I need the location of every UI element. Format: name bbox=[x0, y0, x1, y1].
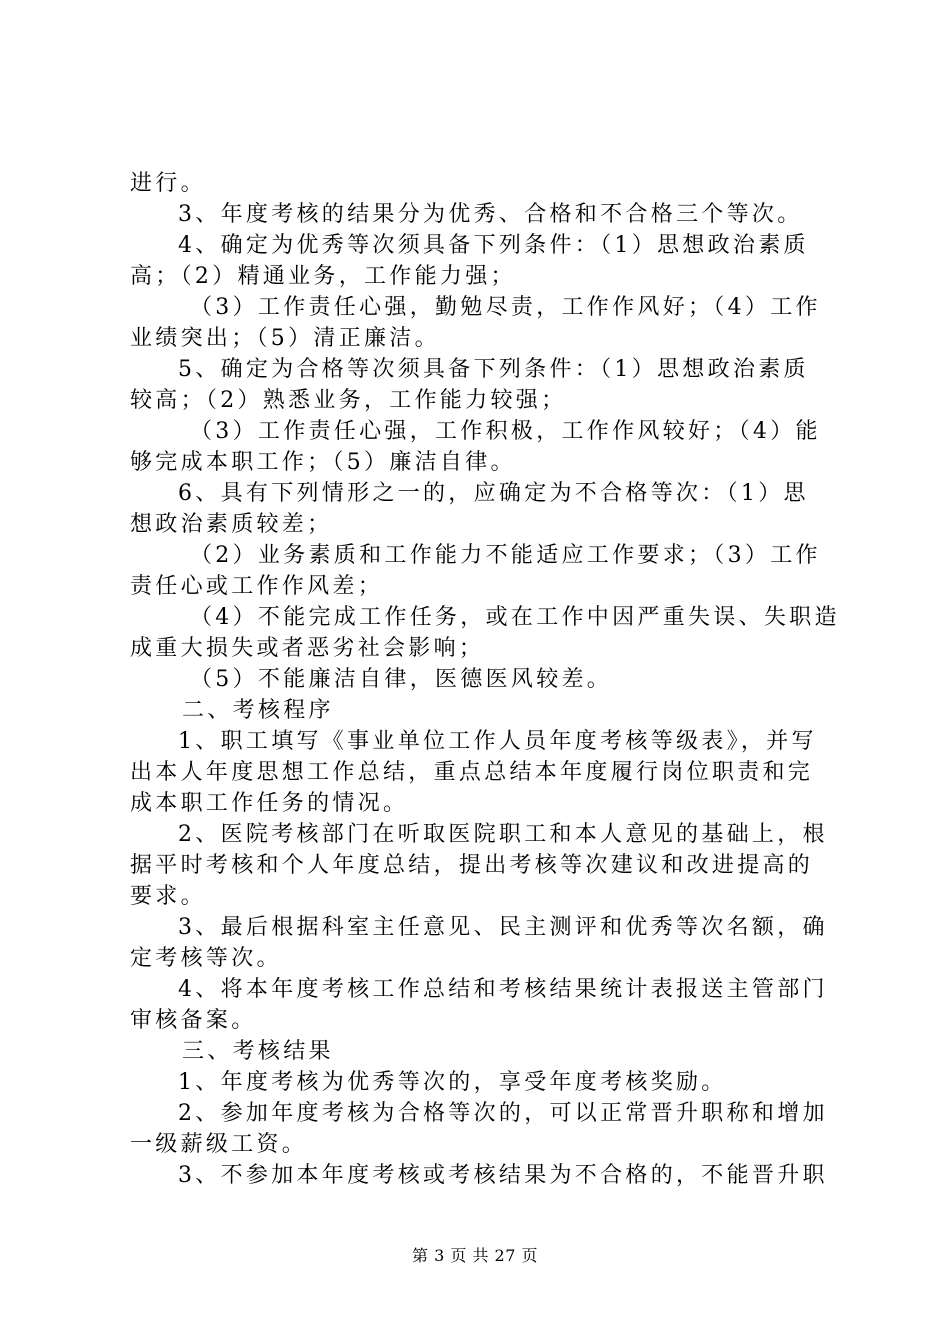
text-line: 1、职工填写《事业单位工作人员年度考核等级表》，并写 bbox=[178, 729, 817, 754]
text-line: 2、医院考核部门在听取医院职工和本人意见的基础上，根 bbox=[178, 822, 828, 847]
text-line: 据平时考核和个人年度总结，提出考核等次建议和改进提高的 bbox=[130, 853, 814, 878]
text-line: 要求。 bbox=[130, 884, 206, 909]
text-line: （3）工作责任心强，勤勉尽责，工作作风好；（4）工作 bbox=[190, 295, 821, 320]
text-line: 4、将本年度考核工作总结和考核结果统计表报送主管部门 bbox=[178, 977, 828, 1002]
text-line: 想政治素质较差； bbox=[130, 512, 333, 537]
text-line: 4、确定为优秀等次须具备下列条件：（1）思想政治素质 bbox=[178, 233, 809, 258]
text-line: 二、考核程序 bbox=[182, 698, 334, 723]
text-line: 成本职工作任务的情况。 bbox=[130, 791, 409, 816]
text-line: 出本人年度思想工作总结，重点总结本年度履行岗位职责和完 bbox=[130, 760, 814, 785]
text-line: 成重大损失或者恶劣社会影响； bbox=[130, 636, 485, 661]
text-line: 进行。 bbox=[130, 171, 206, 196]
text-line: 审核备案。 bbox=[130, 1008, 257, 1033]
text-line: 业绩突出；（5）清正廉洁。 bbox=[130, 326, 440, 351]
text-line: 较高；（2）熟悉业务，工作能力较强； bbox=[130, 388, 567, 413]
text-line: 高；（2）精通业务，工作能力强； bbox=[130, 264, 516, 289]
text-line: 2、参加年度考核为合格等次的，可以正常晋升职称和增加 bbox=[178, 1101, 828, 1126]
text-line: （2）业务素质和工作能力不能适应工作要求；（3）工作 bbox=[190, 543, 821, 568]
text-line: 3、不参加本年度考核或考核结果为不合格的，不能晋升职 bbox=[178, 1163, 828, 1188]
document-body bbox=[130, 168, 840, 1191]
text-line: 责任心或工作作风差； bbox=[130, 574, 384, 599]
text-line: 6、具有下列情形之一的，应确定为不合格等次：（1）思 bbox=[178, 481, 809, 506]
text-line: 够完成本职工作；（5）廉洁自律。 bbox=[130, 450, 516, 475]
text-line: 三、考核结果 bbox=[182, 1039, 334, 1064]
page-number-footer: 第 3 页 共 27 页 bbox=[412, 1246, 538, 1265]
text-line: （4）不能完成工作任务，或在工作中因严重失误、失职造 bbox=[190, 605, 840, 630]
text-line: 3、最后根据科室主任意见、民主测评和优秀等次名额，确 bbox=[178, 915, 828, 940]
text-line: （3）工作责任心强，工作积极，工作作风较好；（4）能 bbox=[190, 419, 821, 444]
text-line: 一级薪级工资。 bbox=[130, 1132, 308, 1157]
text-line: （5）不能廉洁自律，医德医风较差。 bbox=[190, 667, 613, 692]
text-line: 3、年度考核的结果分为优秀、合格和不合格三个等次。 bbox=[178, 202, 803, 227]
text-line: 1、年度考核为优秀等次的，享受年度考核奖励。 bbox=[178, 1070, 727, 1095]
text-line: 定考核等次。 bbox=[130, 946, 282, 971]
text-line: 5、确定为合格等次须具备下列条件：（1）思想政治素质 bbox=[178, 357, 809, 382]
